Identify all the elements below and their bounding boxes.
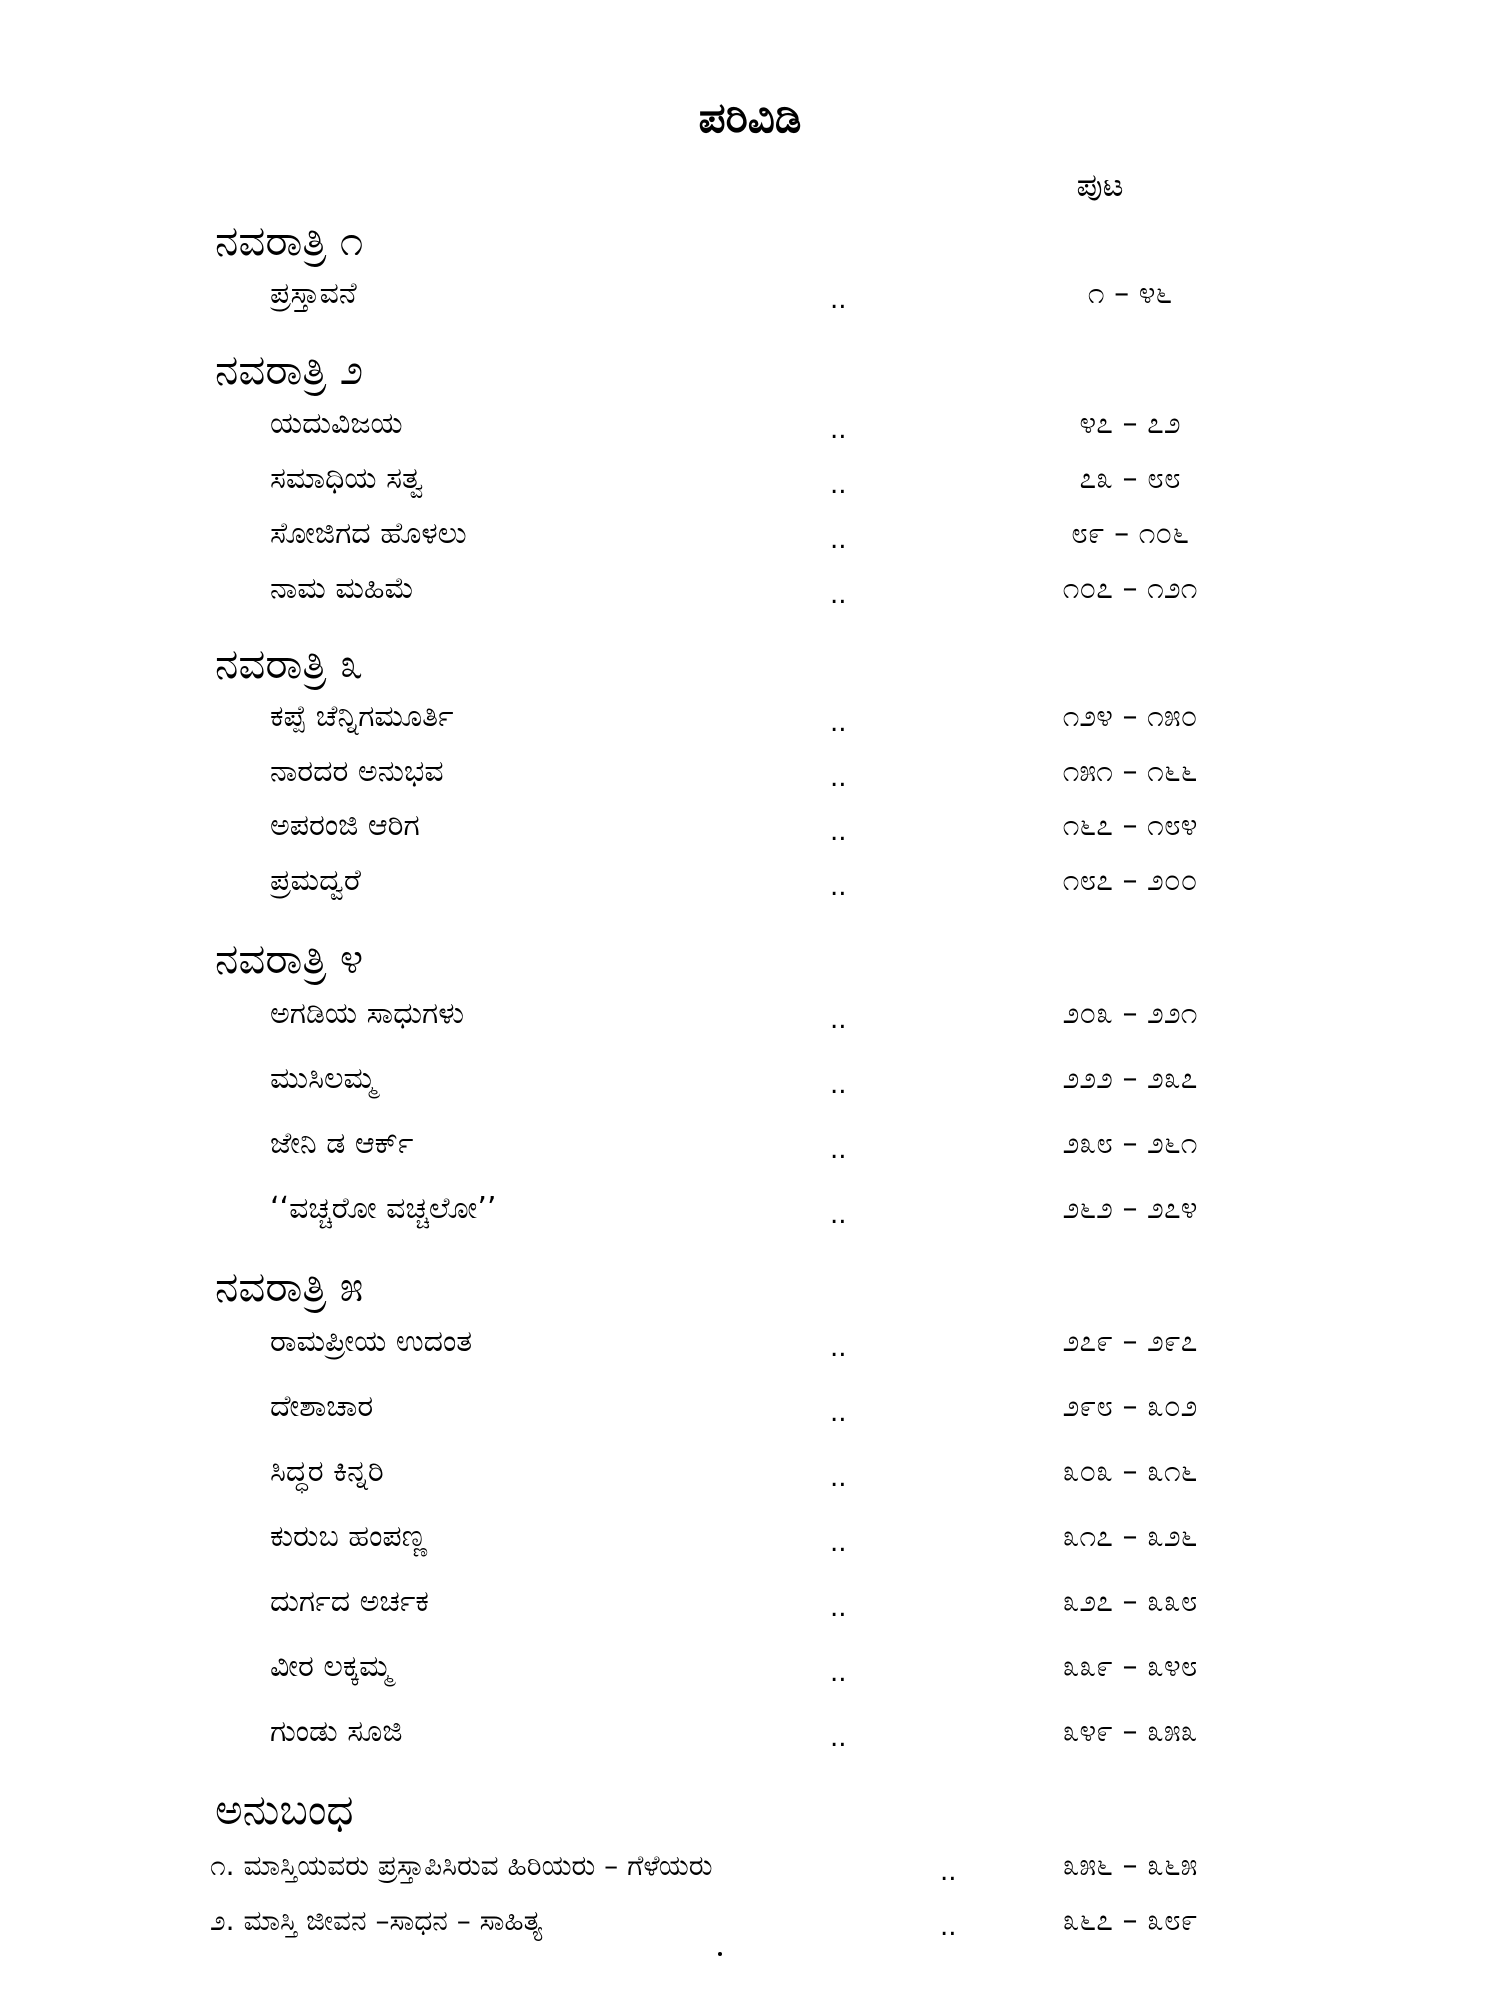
- entry-pages: ೭೩ – ೮೮: [1079, 461, 1181, 496]
- entry-leader: ..: [830, 763, 847, 793]
- entry-pages: ೧ – ೪೬: [1087, 276, 1173, 311]
- entry-leader: ..: [830, 1658, 847, 1688]
- entry-title: ಸಿದ್ಧರ ಕಿನ್ನರಿ: [270, 1454, 384, 1489]
- toc-entry: [0, 802, 1500, 850]
- entry-leader: ..: [830, 525, 847, 555]
- entry-title: ಗುಂಡು ಸೂಜಿ: [270, 1714, 403, 1749]
- entry-title: ದೇಶಾಚಾರ: [270, 1389, 374, 1424]
- entry-title: ಅಪರಂಜಿ ಆರಿಗ: [270, 808, 420, 843]
- entry-leader: ..: [830, 1333, 847, 1363]
- entry-pages: ೨೨೨ – ೨೩೭: [1062, 1061, 1198, 1096]
- entry-leader: ..: [830, 708, 847, 738]
- section-heading-5: ನವರಾತ್ರಿ ೫: [215, 1262, 364, 1311]
- entry-title: ಕುರುಬ ಹಂಪಣ್ಣ: [270, 1519, 428, 1554]
- entry-title: ‘‘ವಚ್ಚರೋ ವಚ್ಚಲೋ’’: [270, 1191, 497, 1226]
- toc-entry: [0, 455, 1500, 503]
- entry-leader: ..: [940, 1857, 957, 1887]
- appendix-heading: ಅನುಬಂಧ: [215, 1785, 354, 1834]
- toc-entry: [0, 1643, 1500, 1691]
- toc-entry: [0, 1185, 1500, 1233]
- entry-pages: ೩೫೬ – ೩೬೫: [1062, 1848, 1198, 1883]
- appendix-entry: [0, 1842, 1500, 1890]
- entry-leader: ..: [830, 1005, 847, 1035]
- entry-leader: ..: [830, 580, 847, 610]
- section-heading-4: ನವರಾತ್ರಿ ೪: [215, 934, 364, 983]
- entry-pages: ೧೦೭ – ೧೨೧: [1062, 571, 1198, 606]
- toc-entry: [0, 693, 1500, 741]
- entry-leader: ..: [830, 872, 847, 902]
- entry-title: ನಾಮ ಮಹಿಮೆ: [270, 571, 415, 606]
- entry-title: ಪ್ರಸ್ತಾವನೆ: [270, 276, 357, 311]
- entry-pages: ೧೮೭ – ೨೦೦: [1062, 863, 1198, 898]
- toc-entry: [0, 1578, 1500, 1626]
- entry-title: ೧. ಮಾಸ್ತಿಯವರು ಪ್ರಸ್ತಾಪಿಸಿರುವ ಹಿರಿಯರು – ಗೆಳೆಯರು: [210, 1849, 713, 1882]
- entry-leader: ..: [830, 1463, 847, 1493]
- toc-entry: [0, 857, 1500, 905]
- entry-pages: ೧೬೭ – ೧೮೪: [1062, 808, 1198, 843]
- entry-pages: ೨೬೨ – ೨೭೪: [1062, 1191, 1198, 1226]
- section-heading-2: ನವರಾತ್ರಿ ೨: [215, 345, 364, 394]
- entry-leader: ..: [940, 1912, 957, 1942]
- entry-pages: ೩೧೭ – ೩೨೬: [1062, 1519, 1198, 1554]
- entry-pages: ೩೨೭ – ೩೩೮: [1062, 1584, 1198, 1619]
- entry-title: ಯದುವಿಜಯ: [270, 406, 403, 441]
- toc-entry: [0, 1055, 1500, 1103]
- entry-pages: ೩೦೩ – ೩೧೬: [1062, 1454, 1198, 1489]
- entry-pages: ೨೯೮ – ೩೦೨: [1062, 1389, 1198, 1424]
- toc-entry: [0, 1513, 1500, 1561]
- toc-entry: [0, 1448, 1500, 1496]
- entry-title: ರಾಮಪ್ರೀಯ ಉದಂತ: [270, 1324, 473, 1359]
- entry-pages: ೧೫೧ – ೧೬೬: [1062, 754, 1198, 789]
- entry-leader: ..: [830, 1135, 847, 1165]
- entry-pages: ೨೩೮ – ೨೬೧: [1062, 1126, 1198, 1161]
- entry-leader: ..: [830, 1200, 847, 1230]
- entry-title: ಸಮಾಧಿಯ ಸತ್ವ: [270, 461, 424, 496]
- entry-pages: ೨೦೩ – ೨೨೧: [1062, 996, 1198, 1031]
- appendix-entry: [0, 1897, 1500, 1945]
- entry-title: ವೀರ ಲಕ್ಕಮ್ಮ: [270, 1649, 392, 1684]
- entry-title: ಜೇನಿ ಡ ಆರ್ಕ್: [270, 1126, 414, 1161]
- page-title: ಪರಿವಿಡಿ: [698, 93, 802, 142]
- entry-title: ದುರ್ಗದ ಅರ್ಚಕ: [270, 1584, 429, 1619]
- toc-entry: [0, 1120, 1500, 1168]
- page-speck: [718, 1952, 722, 1956]
- entry-title: ೨. ಮಾಸ್ತಿ ಜೀವನ –ಸಾಧನ – ಸಾಹಿತ್ಯ: [210, 1904, 543, 1937]
- entry-leader: ..: [830, 285, 847, 315]
- entry-title: ಮುಸಿಲಮ್ಮ: [270, 1061, 377, 1096]
- entry-leader: ..: [830, 1070, 847, 1100]
- toc-entry: [0, 400, 1500, 448]
- entry-leader: ..: [830, 1723, 847, 1753]
- entry-title: ಸೋಜಿಗದ ಹೊಳಲು: [270, 516, 467, 551]
- entry-leader: ..: [830, 470, 847, 500]
- entry-title: ಕಪ್ಪೆ ಚೆನ್ನಿಗಮೂರ್ತಿ: [270, 699, 454, 734]
- toc-entry: [0, 565, 1500, 613]
- entry-title: ಪ್ರಮದ್ವರೆ: [270, 863, 361, 898]
- entry-leader: ..: [830, 415, 847, 445]
- entry-pages: ೮೯ – ೧೦೬: [1070, 516, 1190, 551]
- entry-pages: ೩೪೯ – ೩೫೩: [1062, 1714, 1198, 1749]
- section-heading-3: ನವರಾತ್ರಿ ೩: [215, 639, 364, 688]
- entry-leader: ..: [830, 1398, 847, 1428]
- entry-title: ನಾರದರ ಅನುಭವ: [270, 754, 444, 789]
- toc-entry: [0, 990, 1500, 1038]
- toc-entry: [0, 748, 1500, 796]
- entry-pages: ೧೨೪ – ೧೫೦: [1062, 699, 1198, 734]
- entry-leader: ..: [830, 817, 847, 847]
- entry-pages: ೩೬೭ – ೩೮೯: [1062, 1903, 1198, 1938]
- toc-entry: [0, 1318, 1500, 1366]
- toc-entry: [0, 1383, 1500, 1431]
- page-column-header: ಪುಟ: [1076, 166, 1124, 204]
- entry-pages: ೨೭೯ – ೨೯೭: [1062, 1324, 1198, 1359]
- entry-pages: ೩೩೯ – ೩೪೮: [1062, 1649, 1198, 1684]
- section-heading-1: ನವರಾತ್ರಿ ೧: [215, 216, 364, 265]
- entry-pages: ೪೭ – ೭೨: [1079, 406, 1181, 441]
- toc-entry: [0, 510, 1500, 558]
- entry-title: ಅಗಡಿಯ ಸಾಧುಗಳು: [270, 996, 465, 1031]
- toc-entry: [0, 270, 1500, 318]
- toc-entry: [0, 1708, 1500, 1756]
- entry-leader: ..: [830, 1593, 847, 1623]
- entry-leader: ..: [830, 1528, 847, 1558]
